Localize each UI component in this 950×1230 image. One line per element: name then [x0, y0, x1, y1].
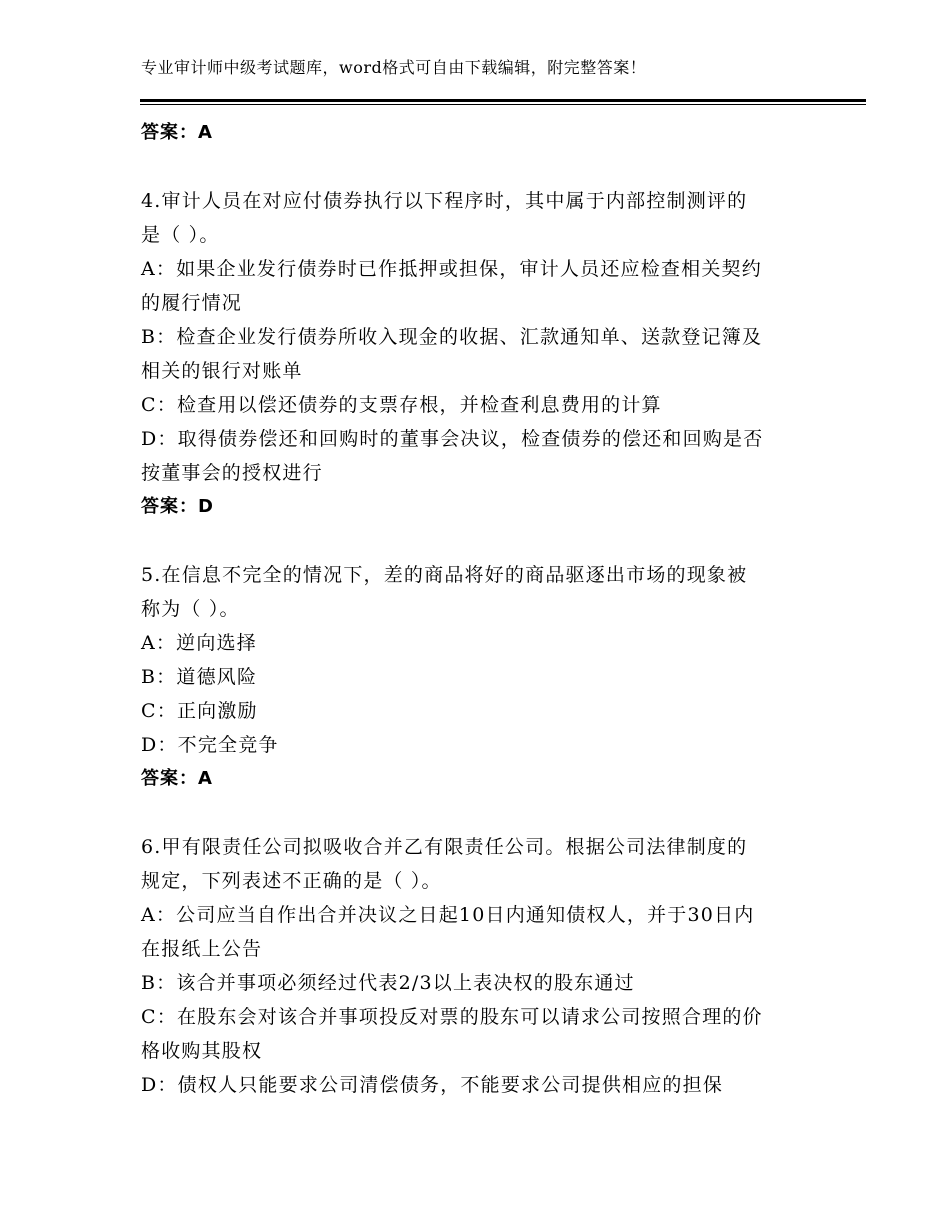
option-c-line: C：在股东会对该合并事项投反对票的股东可以请求公司按照合理的价	[141, 1006, 763, 1028]
option-a-line: 的履行情况	[141, 292, 243, 314]
spacer	[141, 796, 821, 830]
question-stem-line: 6.甲有限责任公司拟吸收合并乙有限责任公司。根据公司法律制度的	[141, 836, 748, 858]
answer-previous: 答案：A	[141, 122, 213, 143]
answer-label: 答案：D	[141, 496, 214, 517]
header-rule-thin	[140, 104, 866, 105]
question-stem-line: 4.审计人员在对应付债券执行以下程序时，其中属于内部控制测评的	[141, 190, 748, 212]
option-c-line: 格收购其股权	[141, 1040, 263, 1062]
option-b-line: B：检查企业发行债券所收入现金的收据、汇款通知单、送款登记簿及	[141, 326, 763, 348]
question-stem-line: 5.在信息不完全的情况下，差的商品将好的商品驱逐出市场的现象被	[141, 564, 748, 586]
page-header: 专业审计师中级考试题库，word格式可自由下载编辑，附完整答案！	[141, 58, 647, 77]
spacer	[141, 524, 821, 558]
question-6	[141, 830, 821, 1102]
answer-label: 答案：A	[141, 768, 213, 789]
question-stem-line: 规定，下列表述不正确的是（ ）。	[141, 870, 442, 892]
option-b-line: B：道德风险	[141, 666, 258, 688]
option-b-line: B：该合并事项必须经过代表2/3以上表决权的股东通过	[141, 972, 635, 994]
option-a-line: A：逆向选择	[141, 632, 257, 654]
option-d-line: D：不完全竞争	[141, 734, 279, 756]
question-stem-line: 是（ ）。	[141, 224, 220, 246]
option-d-line: D：取得债券偿还和回购时的董事会决议，检查债券的偿还和回购是否	[141, 428, 764, 450]
option-a-line: A：公司应当自作出合并决议之日起10日内通知债权人，并于30日内	[141, 904, 755, 926]
question-stem-line: 称为（ ）。	[141, 598, 240, 620]
spacer	[141, 150, 821, 184]
option-a-line: A：如果企业发行债券时已作抵押或担保，审计人员还应检查相关契约	[141, 258, 762, 280]
option-a-line: 在报纸上公告	[141, 938, 263, 960]
option-c-line: C：检查用以偿还债券的支票存根，并检查利息费用的计算	[141, 394, 662, 416]
document-body	[141, 116, 821, 1102]
option-c-line: C：正向激励	[141, 700, 258, 722]
question-4	[141, 184, 821, 524]
option-d-line: 按董事会的授权进行	[141, 462, 323, 484]
option-d-line: D：债权人只能要求公司清偿债务，不能要求公司提供相应的担保	[141, 1074, 724, 1096]
question-5	[141, 558, 821, 796]
header-rule-thick	[140, 99, 866, 102]
option-b-line: 相关的银行对账单	[141, 360, 303, 382]
